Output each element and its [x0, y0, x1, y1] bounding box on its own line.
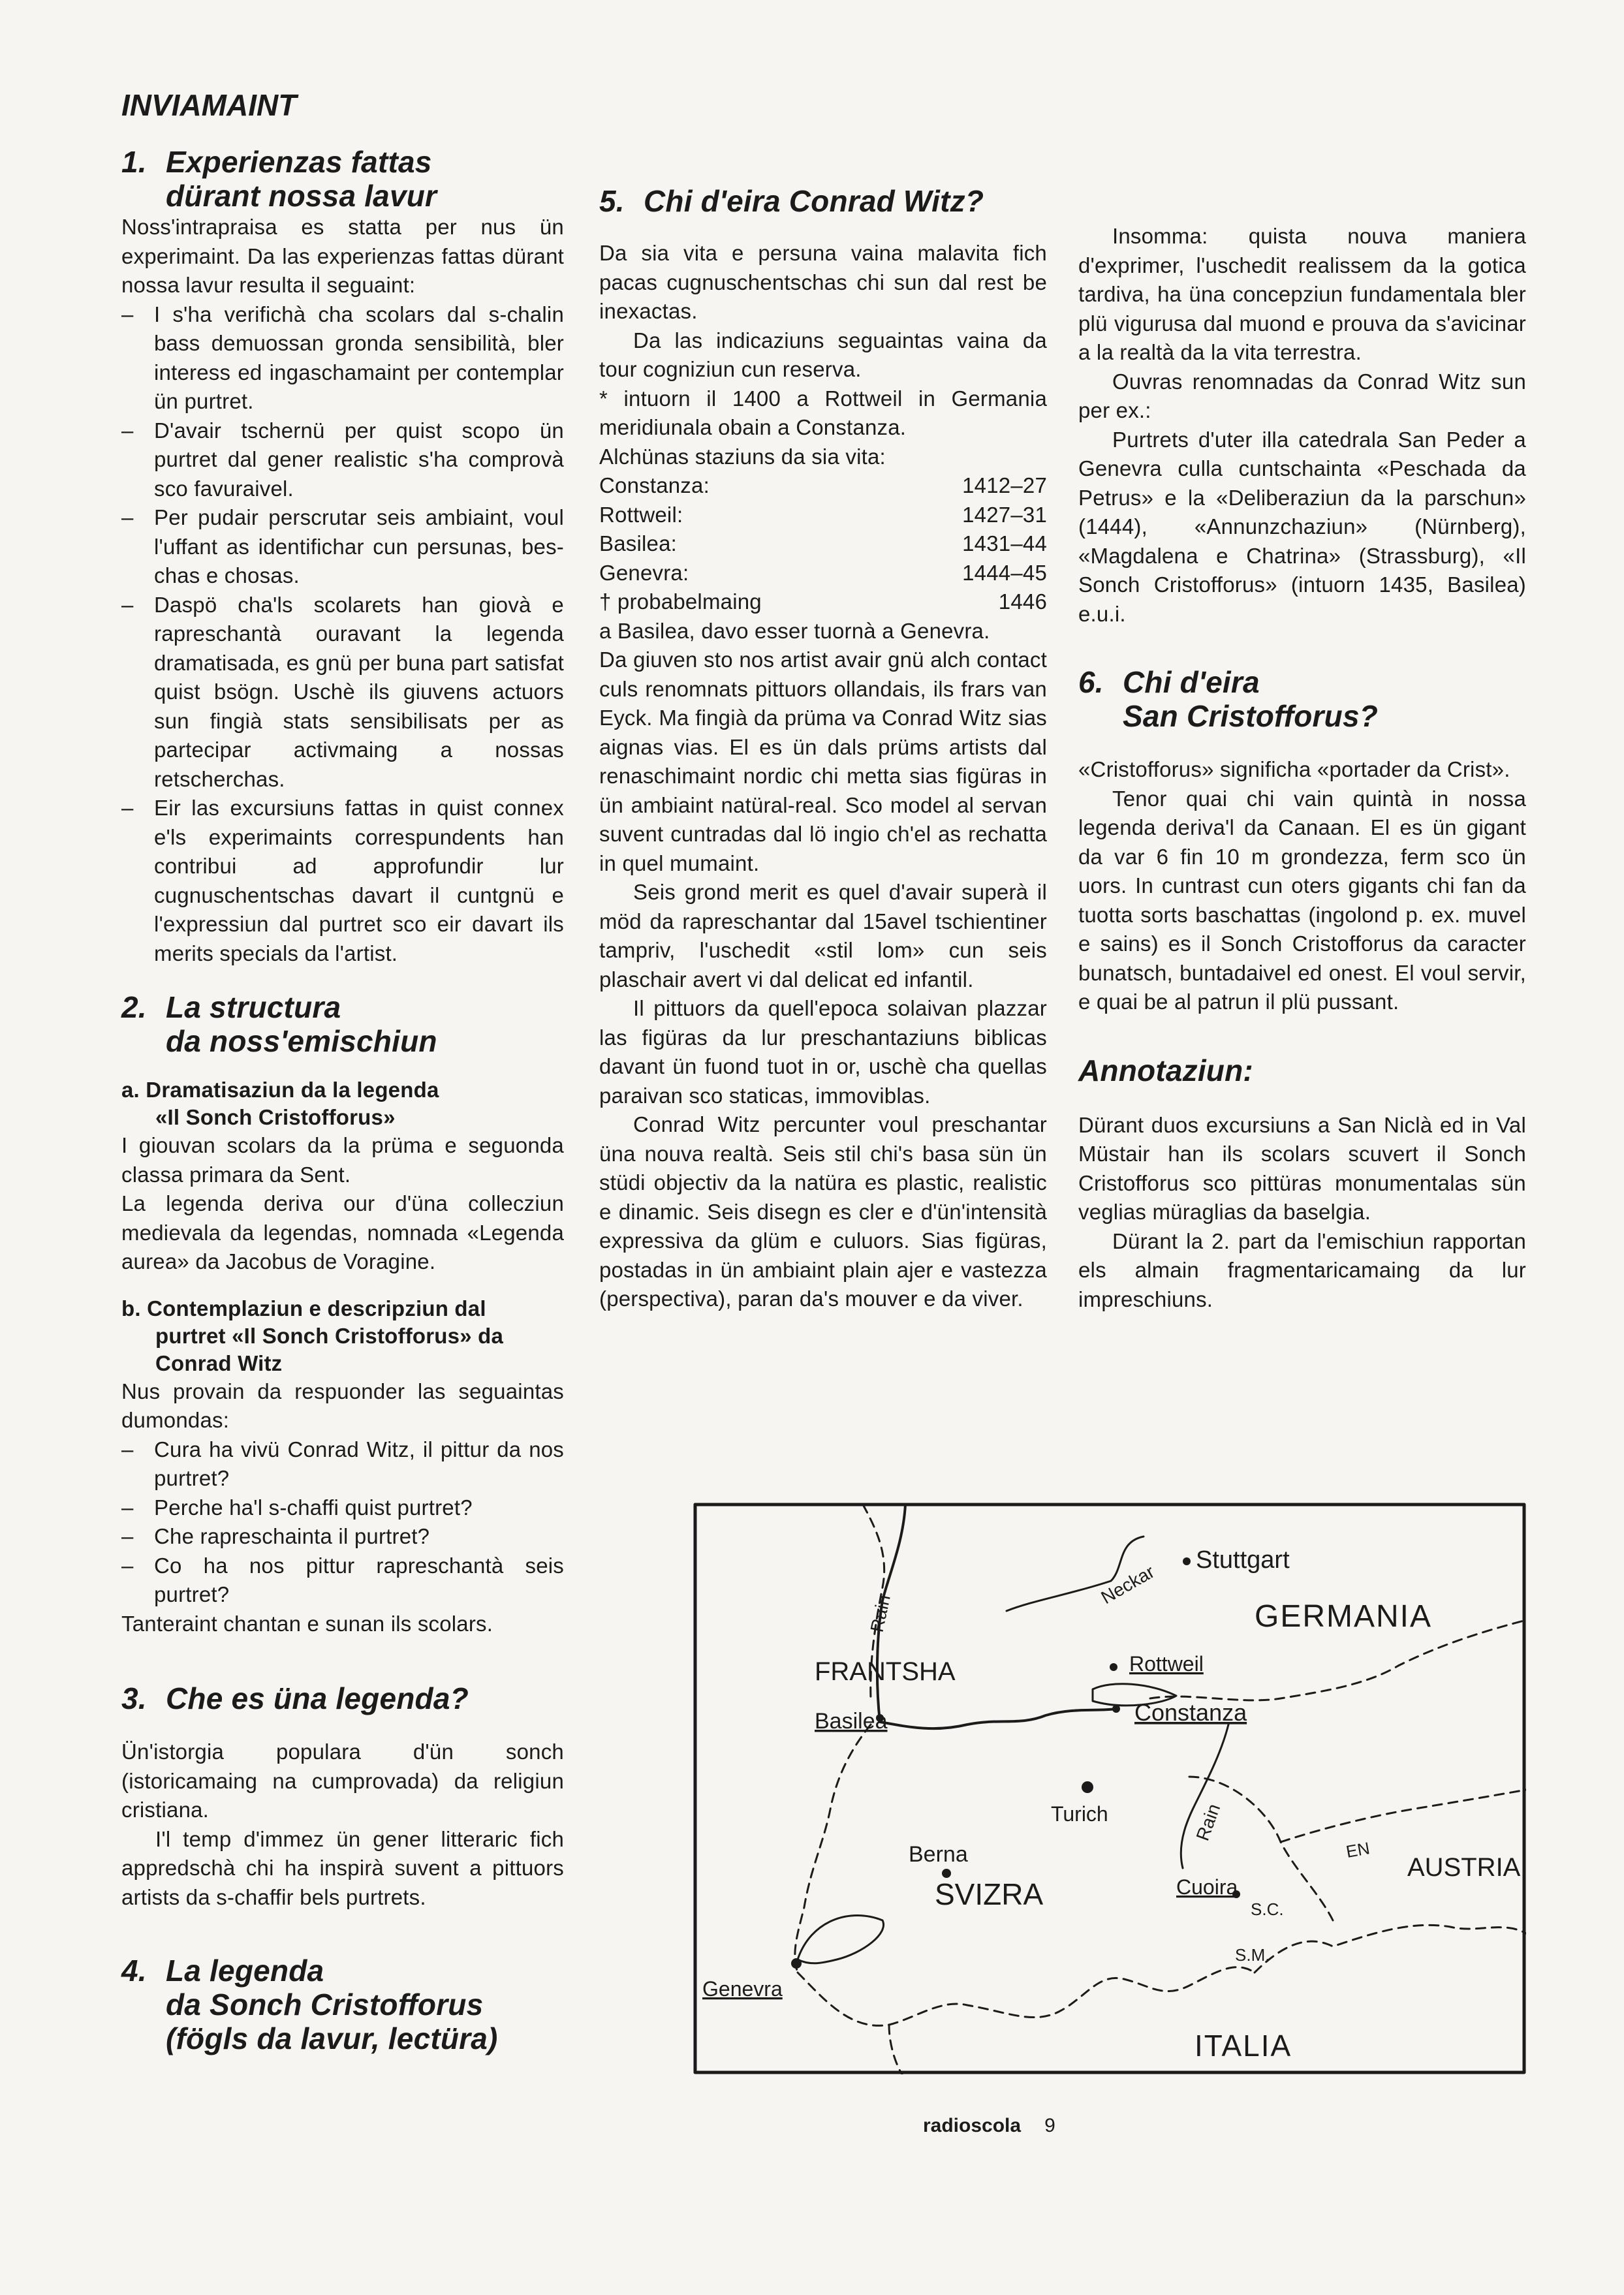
lake-geneva: [798, 1916, 884, 1963]
section-1-list: [121, 300, 564, 969]
subsection-a-p1: I giouvan scolars da la prüma e seguonda classa primara da Sent.: [121, 1133, 564, 1187]
subsection-a-p2: La legenda deriva our d'üna collecziun medievala da legendas, nomnada «Legenda aurea» da Jacobus de Voragine.: [121, 1191, 564, 1273]
city-dot-constanza: [1112, 1705, 1120, 1713]
map-label-basilea: Basilea: [815, 1709, 888, 1734]
section-5-p1: Da sia vita e persuna vaina malavita fich pacas cugnuschentschas chi sun dal rest be inexactas.: [599, 241, 1047, 323]
city-dot-stuttgart: [1183, 1557, 1191, 1565]
page-footer: [923, 2115, 1055, 2137]
city-dot-turich: [1082, 1781, 1093, 1793]
map-label-genevra: Genevra: [702, 1977, 783, 2001]
subsection-b-outro: Tanteraint chantan e sunan ils scolars.: [121, 1611, 493, 1636]
annotation-heading: Annotaziun:: [1078, 1053, 1253, 1087]
map-label-berna: Berna: [909, 1842, 968, 1867]
list-item: – Per pudair perscrutar seis ambiaint, voul l'uffant as identifichar cun persunas, bes-chas e chosas.: [121, 503, 564, 591]
rhine-lower-river: [880, 1709, 1116, 1728]
section-5-p7: Il pittuors da quell'epoca solaivan plazzar las figüras da lur preschantaziuns biblicas davant ün fuond tuot in or, uschè cha quellas paraivan sco staticas, immoviblas.: [599, 996, 1047, 1108]
footer-publication: radioscola: [923, 2115, 1022, 2136]
section-4-heading: 4. La legenda da Sonch Cristofforus (fögls da lavur, lectüra): [121, 1954, 498, 2055]
list-item: – D'avair tschernü per quist scopo ün purtret dal gener realistic s'ha comprovà sco favuraivel.: [121, 416, 564, 504]
city-dot-rottweil: [1110, 1663, 1117, 1671]
column-1: [121, 145, 564, 2055]
section-6-p2: Tenor quai chi vain quintà in nossa legenda deriva'l da Canaan. El es ün gigant da var 6 fin 10 m grondezza, ferm sco ün uors. In cuntrast cun oters gigants chi fan da tuotta sorts baschattas (ingolond p. ex. muvel e sains) es il Sonch Cristofforus da caracter bunatsch, buntadaivel ed onest. El voul servir, e quai be al patrun il plü pussant.: [1078, 786, 1526, 1014]
map-label-rain-1: Rain: [866, 1593, 894, 1634]
map-label-austria: AUSTRIA: [1407, 1853, 1521, 1882]
table-row: Basilea: 1431–44: [599, 531, 1047, 555]
map-label-sm: S.M.: [1235, 1945, 1270, 1965]
page-title: INVIAMAINT: [121, 88, 297, 122]
section-5-p6: Seis grond merit es quel d'avair superà il möd da rapreschantar dal 15avel tschientiner tampriv, l'uschedit «stil lom» cun seis plaschair avert vi dal delicat ed infantil.: [599, 880, 1047, 991]
annotation-p1: Dürant duos excursiuns a San Niclà ed in Val Müstair han ils scolars scuvert il Sonch Cristofforus sco pittüras monumentalas sün veglias müraglias da baselgia.: [1078, 1112, 1526, 1224]
col3-p3: Purtrets d'uter illa catedrala San Peder a Genevra culla cuntschainta «Peschada da Petrus» e la «Deliberaziun da la parschun» (1444), «Annunzchaziun» (Nürnberg), «Magdalena e Chatrina» (Strassburg), «Il Sonch Cristofforus» (intuorn 1435, Basilea) e.u.i.: [1078, 427, 1526, 626]
section-2-heading: 2. La structura da noss'emischiun: [121, 990, 437, 1058]
table-row: Rottweil: 1427–31: [599, 502, 1047, 527]
section-5-p5: Da giuven sto nos artist avair gnü alch contact culs renomnats pittuors ollandais, ils frars van Eyck. Ma fingià da prüma va Conrad Witz sias aignas vias. El es ün dals prüms artists dal renaschimaint nordic chi metta sias figüras in ün ambiaint natüral-real. Sco model al servan suvent cuntradas dal lö ingio ch'el as rechatta in quel mumaint.: [599, 648, 1047, 875]
page-number: 9: [1044, 2115, 1055, 2136]
list-item: – Cura ha vivü Conrad Witz, il pittur da nos purtret?: [121, 1435, 564, 1493]
section-1-intro: Noss'intrapraisa es statta per nus ün experimaint. Da las experienzas fattas dürant nossa lavur resulta il seguaint:: [121, 215, 564, 297]
map-label-cuoira: Cuoira: [1176, 1875, 1238, 1899]
subsection-b-heading: b. Contemplaziun e descripziun dal purtret «Il Sonch Cristofforus» da Conrad Witz: [121, 1296, 504, 1375]
section-5-heading: 5. Chi d'eira Conrad Witz?: [599, 184, 984, 218]
section-5-p3: * intuorn il 1400 a Rottweil in Germania meridiunala obain a Constanza.: [599, 386, 1047, 439]
table-row: Constanza: 1412–27: [599, 473, 1047, 497]
list-item: – Perche ha'l s-chaffi quist purtret?: [121, 1493, 564, 1523]
section-6-heading: 6. Chi d'eira San Cristofforus?: [1078, 665, 1379, 733]
alpine-rhine-river: [1181, 1725, 1228, 1868]
section-1-heading: 1. Experienzas fattas dürant nossa lavur: [121, 145, 437, 213]
col3-p2: Ouvras renomnadas da Conrad Witz sun per ex.:: [1078, 369, 1526, 422]
map-label-en: EN: [1344, 1838, 1371, 1862]
map-label-rain-2: Rain: [1192, 1801, 1225, 1844]
city-dot-genevra: [791, 1958, 802, 1969]
border-switzerland-west: [795, 1725, 871, 1973]
column-2: [599, 184, 1047, 1314]
stations-table: [599, 471, 1047, 617]
section-5-p2: Da las indicaziuns seguaintas vaina da tour cogniziun cun reserva.: [599, 328, 1047, 381]
subsection-b-questions: [121, 1435, 564, 1610]
section-5-p8: Conrad Witz percunter voul preschantar üna nouva realtà. Seis stil chi's basa sün ün stüdi objectiv da la natüra es plastic, realistic e dinamic. Seis disegn es cler e d'ün'intensità expressiva da glüm e culuors. Sias figüras, postadas in ün ambiaint plain ajer e vastezza (perspectiva), paran da's mouver e da viver.: [599, 1112, 1047, 1311]
section-3-heading: 3. Che es üna legenda?: [121, 1681, 469, 1715]
list-item: – Co ha nos pittur rapreschantà seis purtret?: [121, 1552, 564, 1610]
list-item: – Che rapreschainta il purtret?: [121, 1522, 564, 1552]
map-label-germania: GERMANIA: [1255, 1599, 1433, 1634]
map-label-frantsha: FRANTSHA: [815, 1657, 956, 1686]
map-label-neckar: Neckar: [1097, 1561, 1158, 1608]
table-row: Genevra: 1444–45: [599, 560, 1047, 585]
inn-valley-line: [1281, 1790, 1526, 1842]
section-6-p1: «Cristofforus» significha «portader da Crist».: [1078, 757, 1510, 781]
border-austria-italy: [1255, 1925, 1526, 1973]
map-label-turich: Turich: [1051, 1802, 1108, 1826]
map-label-sc: S.C.: [1251, 1899, 1284, 1919]
map-label-constanza: Constanza: [1134, 1699, 1247, 1726]
neckar-river: [1007, 1537, 1144, 1611]
section-5-p4: a Basilea, davo esser tuornà a Genevra.: [599, 618, 990, 643]
list-item: – Eir las excursiuns fattas in quist connex e'ls experimaints correspundents han contribui ad approfundir lur cugnuschentschas davart il cuntgnü e l'expressiun dal purtret sco eir davart ils merits specials da l'artist.: [121, 794, 564, 968]
table-row: † probabelmaing 1446: [599, 589, 1047, 614]
section-3-p2: I'l temp d'immez ün gener litteraric fich appredschà chi ha inspirà suvent a pittuors artists da s-chaffir bels purtrets.: [121, 1826, 564, 1909]
map-label-rottweil: Rottweil: [1129, 1652, 1204, 1676]
map-label-stuttgart: Stuttgart: [1196, 1546, 1290, 1574]
map-label-italia: ITALIA: [1195, 2029, 1292, 2063]
subsection-b-intro: Nus provain da respuonder las seguaintas dumondas:: [121, 1379, 564, 1432]
border-switzerland-east: [1189, 1777, 1333, 1920]
section-3-p1: Ün'istorgia populara d'ün sonch (istoricamaing na cumprovada) da religiun cristiana.: [121, 1740, 564, 1822]
map: [693, 1503, 1526, 2074]
map-label-svizra: SVIZRA: [935, 1877, 1044, 1911]
col3-p1: Insomma: quista nouva maniera d'exprimer, l'uschedit realissem da la gotica tardiva, ha üna concepziun fundamentala bler plü vigurusa dal muond e prouva da s'avicinar a la realtà da la vita terrestra.: [1078, 224, 1526, 364]
border-lower-left: [889, 2025, 902, 2074]
border-switzerland-south: [798, 1967, 1255, 2026]
city-dot-berna: [942, 1869, 951, 1878]
column-3: [1078, 222, 1526, 1314]
annotation-p2: Dürant la 2. part da l'emischiun rapportan els almain fragmentaricamaing da lur impreschiuns.: [1078, 1228, 1526, 1311]
stations-title: Alchünas staziuns da sia vita:: [599, 444, 886, 469]
list-item: – I s'ha verifichà cha scolars dal s-chalin bass demuossan gronda sensibilità, bler interess ed ingaschamaint per contemplar ün purtret.: [121, 300, 564, 416]
subsection-a-heading: a. Dramatisaziun da la legenda «Il Sonch Cristofforus»: [121, 1078, 439, 1129]
list-item: – Daspö cha'ls scolarets han giovà e rapreschantà ouravant la legenda dramatisada, es gnü per buna part satisfat quist bsögn. Uschè ils giuvens actuors sun fingià stats sensibilisats per as partecipar activmaing a nossas retscherchas.: [121, 591, 564, 794]
